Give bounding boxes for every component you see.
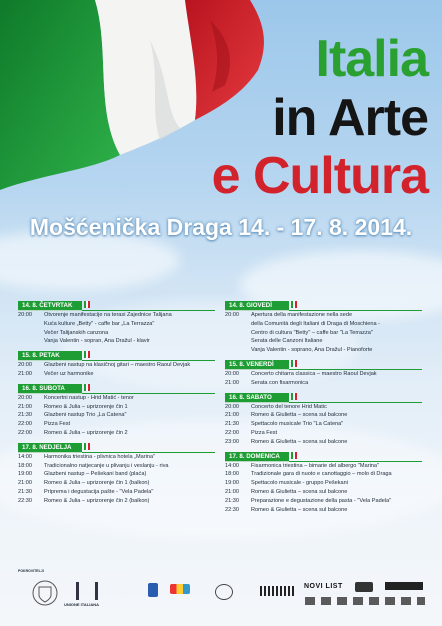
- event-text: Romeo & Giulietta – scena sul balcone: [251, 412, 348, 419]
- event-row: [18, 462, 215, 471]
- event-text: Glazbeni nastup na klasičnoj gitari – maestro Raoul Devjak: [44, 362, 191, 369]
- event-text: Fisarmonica triestina – bimarie del albergo "Marina": [251, 462, 380, 469]
- event-time: [18, 337, 44, 346]
- municipality-logo-icon: [148, 583, 158, 597]
- unione-label: UNIONE ITALIANA: [64, 602, 100, 607]
- event-row: [18, 411, 215, 420]
- event-text: Tradicionalno natjecanje u plivanju i veslanju - riva: [44, 462, 169, 469]
- tourism-logo-icon: [170, 584, 190, 594]
- event-text: Spettacolo musicale - gruppo Pešekani: [251, 480, 349, 487]
- day-header: 17. 8. DOMENICA: [225, 452, 289, 462]
- event-time: 21:30: [18, 412, 32, 419]
- event-time: 21:00: [225, 488, 239, 495]
- event-row: [18, 453, 215, 462]
- event-time: 22:00: [18, 421, 32, 428]
- event-row: [18, 361, 215, 370]
- event-time: 20:00: [225, 312, 239, 318]
- event-row: [225, 479, 422, 488]
- event-row: [18, 329, 215, 338]
- event-time: 21:30: [225, 497, 239, 504]
- title-e-cultura: e Cultura: [211, 147, 428, 205]
- event-text: Romeo & Julia – uprizorenje čin 1 (balkon): [44, 480, 150, 487]
- event-time: 23:00: [225, 438, 239, 445]
- event-text: Romeo & Giulietta – scena sul balcone: [251, 506, 348, 513]
- day-header: 14. 8. GIOVEDÌ: [225, 301, 289, 311]
- event-time: 19:00: [18, 471, 32, 478]
- event-row: [18, 320, 215, 329]
- title-italia: Italia: [315, 30, 428, 88]
- novi-list-logo: NOVI LIST: [304, 583, 343, 590]
- event-time: 21:00: [18, 480, 32, 487]
- day-section: [225, 452, 422, 515]
- event-text: Preparazione e degustazione della pasta - "Vela Padela": [251, 497, 392, 504]
- day-section: [18, 351, 215, 379]
- flag-mark-icon: [291, 301, 297, 308]
- day-header: 15. 8. PETAK: [18, 351, 82, 361]
- day-header: 15. 8. VENERDÌ: [225, 360, 289, 370]
- event-row: [225, 329, 422, 338]
- event-time: [18, 320, 44, 329]
- day-section: [225, 360, 422, 388]
- event-text: Concerto chitarra classica – maestro Raoul Devjak: [251, 370, 377, 377]
- event-time: [225, 337, 251, 346]
- event-row: [225, 346, 422, 355]
- event-text: Koncertni nastup - Hrid Matić - tenor: [44, 394, 134, 401]
- event-time: 21:30: [225, 421, 239, 428]
- event-row: [225, 488, 422, 497]
- event-row: [18, 429, 215, 438]
- program-italian: [225, 301, 422, 519]
- event-row: [18, 403, 215, 412]
- event-row: [225, 429, 422, 438]
- event-text: Vanja Valentin - sopran, Ana Dražul - klavir: [44, 338, 150, 345]
- day-section: [225, 393, 422, 447]
- event-text: Otvorenje manifestacije na terasi Zajednice Talijana: [44, 312, 172, 318]
- event-time: 22:30: [18, 497, 32, 504]
- event-row: [225, 370, 422, 379]
- event-text: Romeo & Giulietta – scena sul balcone: [251, 488, 348, 495]
- event-time: 21:00: [225, 412, 239, 419]
- event-row: [225, 379, 422, 388]
- event-text: Večer uz harmonike: [44, 370, 94, 377]
- event-text: Spettacolo musicale Trio "La Catena": [251, 421, 344, 428]
- event-row: [225, 438, 422, 447]
- event-row: [18, 470, 215, 479]
- event-time: 19:00: [225, 480, 239, 487]
- event-row: [225, 320, 422, 329]
- event-time: [18, 329, 44, 338]
- sponsor-logo-icon: [260, 586, 294, 596]
- event-row: [18, 497, 215, 506]
- event-text: Romeo & Giulietta – scena sul balcone: [251, 438, 348, 445]
- event-time: [225, 346, 251, 355]
- day-section: [18, 384, 215, 438]
- event-time: 18:00: [225, 471, 239, 478]
- event-row: [225, 403, 422, 412]
- flag-mark-icon: [84, 351, 90, 358]
- event-text: Glazbeni nastup – Pešekani band (plaća): [44, 471, 147, 478]
- event-text: Apertura della manifestazione nella sede: [251, 312, 353, 318]
- event-text: Romeo & Julia – uprizorenje čin 2 (balkon): [44, 497, 150, 504]
- event-text: Priprema i degustacija pašte - "Vela Padela": [44, 488, 154, 495]
- event-row: [225, 411, 422, 420]
- event-text: Serata delle Canzoni Italiane: [251, 338, 323, 345]
- day-header: 16. 8. SUBOTA: [18, 384, 82, 394]
- sponsor-logo-icon: [355, 582, 373, 592]
- event-time: 20:00: [225, 403, 239, 410]
- event-text: Večer Talijanskih canzona: [44, 329, 109, 336]
- flag-mark-icon: [84, 443, 90, 450]
- flag-mark-icon: [291, 393, 297, 400]
- event-time: 22:00: [225, 429, 239, 436]
- event-row: [225, 462, 422, 471]
- event-text: Pizza Fest: [44, 421, 71, 428]
- sponsor-logo-icon: [385, 582, 423, 590]
- event-time: 22:00: [18, 429, 32, 436]
- event-row: [18, 337, 215, 346]
- event-row: [18, 488, 215, 497]
- day-section: [225, 301, 422, 355]
- event-row: [225, 311, 422, 320]
- event-time: 20:00: [18, 362, 32, 369]
- event-text: Tradizionale gara di nuoto e canottaggio – molo di Draga: [251, 471, 392, 478]
- day-header: 14. 8. ČETVRTAK: [18, 301, 82, 311]
- event-time: 20:00: [225, 370, 239, 377]
- event-row: [225, 470, 422, 479]
- event-time: 18:00: [18, 462, 32, 469]
- event-row: [18, 370, 215, 379]
- sponsor-logo-icon: [215, 584, 233, 600]
- event-row: [225, 497, 422, 506]
- event-row: [225, 420, 422, 429]
- event-time: 22:30: [225, 506, 239, 513]
- day-header: 17. 8. NEDJELJA: [18, 443, 82, 453]
- event-time: 14:00: [225, 462, 239, 469]
- event-row: [225, 506, 422, 515]
- event-time: 20:00: [18, 394, 32, 401]
- day-header: 16. 8. SABATO: [225, 393, 289, 403]
- event-row: [225, 337, 422, 346]
- day-section: [18, 301, 215, 346]
- day-section: [18, 443, 215, 506]
- program-croatian: [18, 301, 215, 511]
- unione-logo-icon: [76, 582, 98, 600]
- event-time: 14:00: [18, 453, 32, 460]
- event-time: 21:00: [18, 403, 32, 410]
- event-time: [225, 329, 251, 338]
- event-dateline: Mošćenička Draga 14. - 17. 8. 2014.: [29, 214, 413, 240]
- event-time: 20:00: [18, 312, 32, 318]
- event-text: Harmonika triestina - plivnica hotela „Marina": [44, 453, 156, 460]
- event-text: Serata con fisarmonica: [251, 379, 309, 386]
- flag-mark-icon: [291, 360, 297, 367]
- sponsors-label: POKROVITELJI: [18, 569, 44, 573]
- sponsor-logos-row: [305, 597, 425, 605]
- event-time: [225, 320, 251, 329]
- event-row: [18, 479, 215, 488]
- event-time: 21:00: [18, 370, 32, 377]
- event-text: della Comunità degli Italiani di Draga di Moschiena -: [251, 320, 381, 327]
- coat-of-arms-icon: [30, 578, 60, 608]
- event-text: Vanja Valentin - soprano, Ana Dražul - Pianoforte: [251, 347, 373, 354]
- event-text: Glazbeni nastup Trio „La Catena": [44, 412, 127, 419]
- event-text: Kuća kulture „Betty" - caffe bar „La Terrazza": [44, 320, 155, 327]
- event-text: Centro di cultura "Betty" – caffe bar "La Terrazza": [251, 329, 373, 336]
- flag-mark-icon: [291, 452, 297, 459]
- event-row: [18, 394, 215, 403]
- event-text: Concerto del tenore Hrid Matic: [251, 403, 327, 410]
- event-text: Romeo & Julia – uprizorenje čin 2: [44, 429, 128, 436]
- flag-mark-icon: [84, 384, 90, 391]
- event-text: Romeo & Julia – uprizorenje čin 1: [44, 403, 128, 410]
- title-in-arte: in Arte: [272, 89, 428, 147]
- event-text: Pizza Fest: [251, 429, 278, 436]
- flag-mark-icon: [84, 301, 90, 308]
- event-time: 21:30: [18, 488, 32, 495]
- event-time: 21:00: [225, 379, 239, 386]
- event-row: [18, 311, 215, 320]
- event-row: [18, 420, 215, 429]
